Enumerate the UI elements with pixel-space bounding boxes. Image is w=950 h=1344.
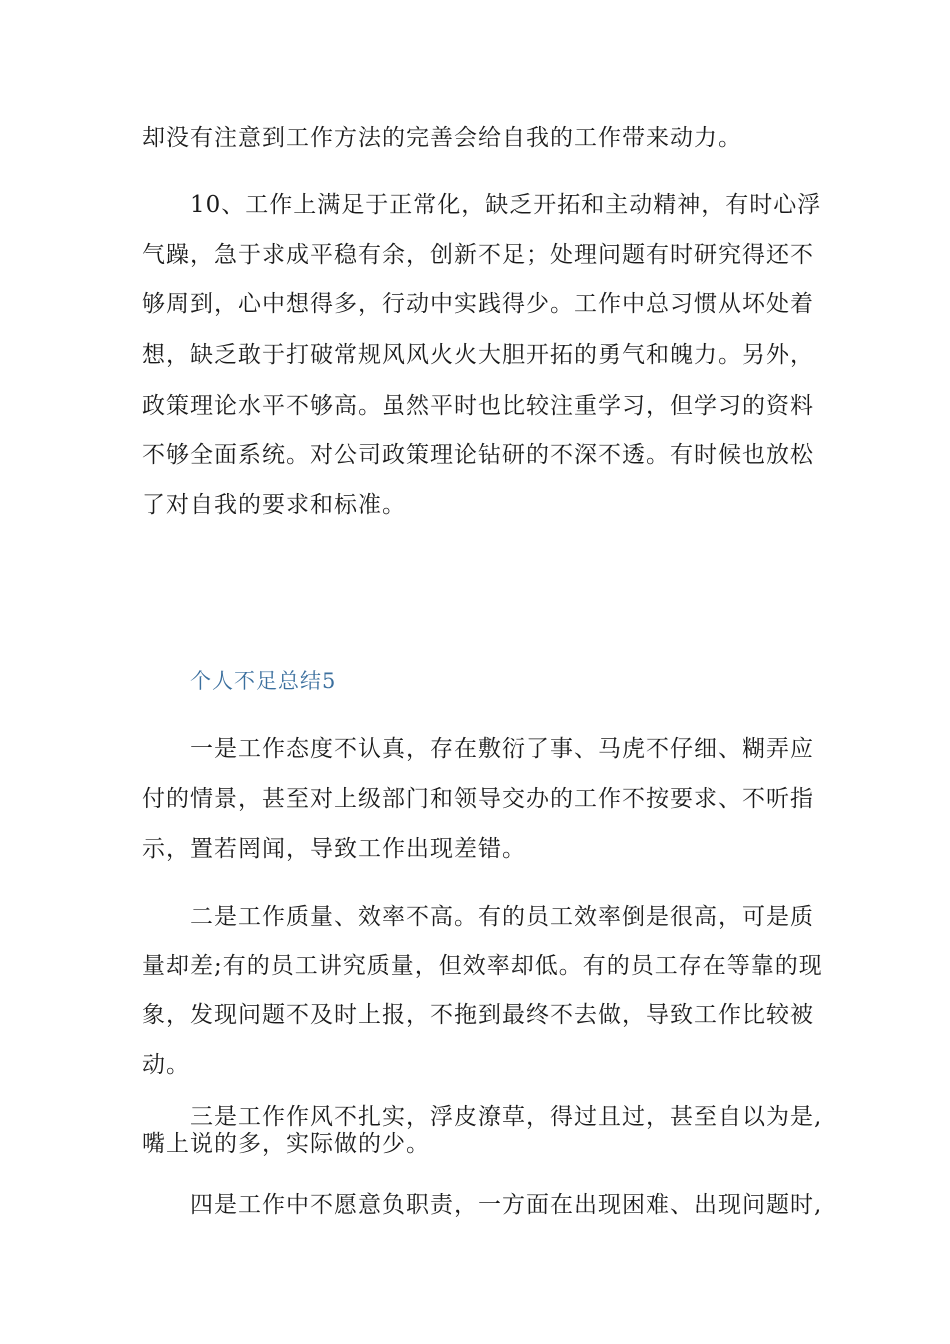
paragraph-2-line-3: 够周到，心中想得多，行动中实践得少。工作中总习惯从坏处着 [142, 291, 814, 317]
paragraph-2-line-5: 政策理论水平不够高。虽然平时也比较注重学习，但学习的资料 [142, 393, 814, 419]
paragraph-1-line-1: 却没有注意到工作方法的完善会给自我的工作带来动力。 [142, 125, 742, 151]
paragraph-5-line-1: 三是工作作风不扎实，浮皮潦草，得过且过，甚至自以为是, [190, 1104, 823, 1130]
paragraph-5-line-2: 嘴上说的多，实际做的少。 [142, 1131, 430, 1157]
paragraph-2-line-2: 气躁，急于求成平稳有余，创新不足；处理问题有时研究得还不 [142, 242, 814, 268]
paragraph-4-line-2: 量却差;有的员工讲究质量，但效率却低。有的员工存在等靠的现 [142, 953, 823, 979]
paragraph-4-line-1: 二是工作质量、效率不高。有的员工效率倒是很高，可是质 [190, 904, 814, 930]
paragraph-4-line-4: 动。 [142, 1052, 190, 1078]
section-heading: 个人不足总结5 [190, 669, 337, 693]
paragraph-6-line-1: 四是工作中不愿意负职责，一方面在出现困难、出现问题时, [190, 1192, 823, 1218]
paragraph-3-line-1: 一是工作态度不认真，存在敷衍了事、马虎不仔细、糊弄应 [190, 736, 814, 762]
paragraph-2-line-1: 10、工作上满足于正常化，缺乏开拓和主动精神，有时心浮 [190, 192, 822, 218]
paragraph-2-line-7: 了对自我的要求和标准。 [142, 492, 406, 518]
paragraph-3-line-3: 示，置若罔闻，导致工作出现差错。 [142, 836, 526, 862]
paragraph-2-line-4: 想，缺乏敢于打破常规风风火火大胆开拓的勇气和魄力。另外， [142, 342, 814, 368]
paragraph-3-line-2: 付的情景，甚至对上级部门和领导交办的工作不按要求、不听指 [142, 786, 814, 812]
paragraph-4-line-3: 象，发现问题不及时上报，不拖到最终不去做，导致工作比较被 [142, 1002, 814, 1028]
paragraph-2-line-6: 不够全面系统。对公司政策理论钻研的不深不透。有时候也放松 [142, 442, 814, 468]
